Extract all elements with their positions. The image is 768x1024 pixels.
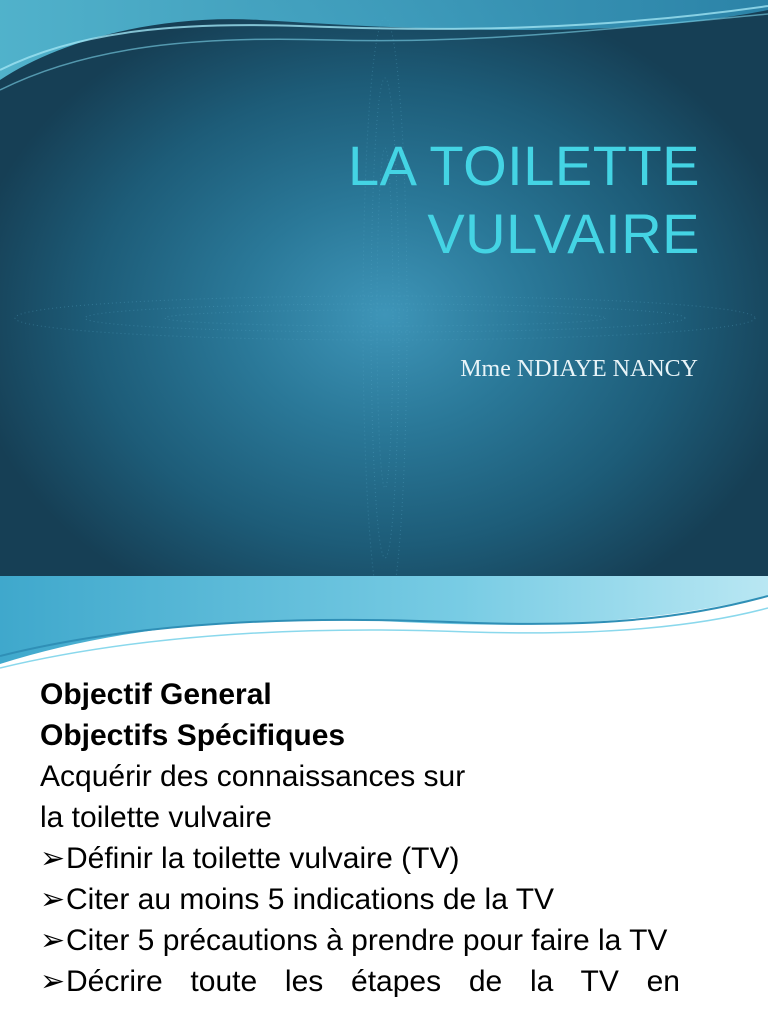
intro-line-2: la toilette vulvaire: [40, 801, 272, 834]
list-item-text: Citer au moins 5 indications de la TV: [66, 883, 555, 916]
header-wave: [0, 576, 768, 676]
arrow-bullet-icon: ➢: [40, 924, 66, 957]
arrow-bullet-icon: ➢: [40, 842, 66, 875]
list-item: [40, 879, 680, 920]
heading-objectif-general: Objectif General: [40, 678, 272, 711]
intro-line-1: Acquérir des connaissances sur: [40, 760, 466, 793]
arrow-bullet-icon: ➢: [40, 883, 66, 916]
arrow-bullet-icon: ➢: [40, 965, 66, 998]
list-item: [40, 961, 680, 1002]
objectives-list: [40, 838, 680, 1002]
list-item-text: Décrire toute les étapes de la TV en: [66, 965, 680, 998]
list-item: [40, 838, 680, 879]
list-item-text: Définir la toilette vulvaire (TV): [66, 842, 460, 875]
list-item: [40, 920, 680, 961]
slide-subtitle: Mme NDIAYE NANCY: [460, 356, 698, 382]
objectives-slide: [0, 576, 768, 1024]
heading-objectifs-specifiques: Objectifs Spécifiques: [40, 719, 346, 752]
slide-content: [40, 674, 680, 1002]
slide-title: LA TOILETTE VULVAIRE: [347, 134, 700, 265]
list-item-text: Citer 5 précautions à prendre pour faire la TV: [66, 924, 668, 957]
